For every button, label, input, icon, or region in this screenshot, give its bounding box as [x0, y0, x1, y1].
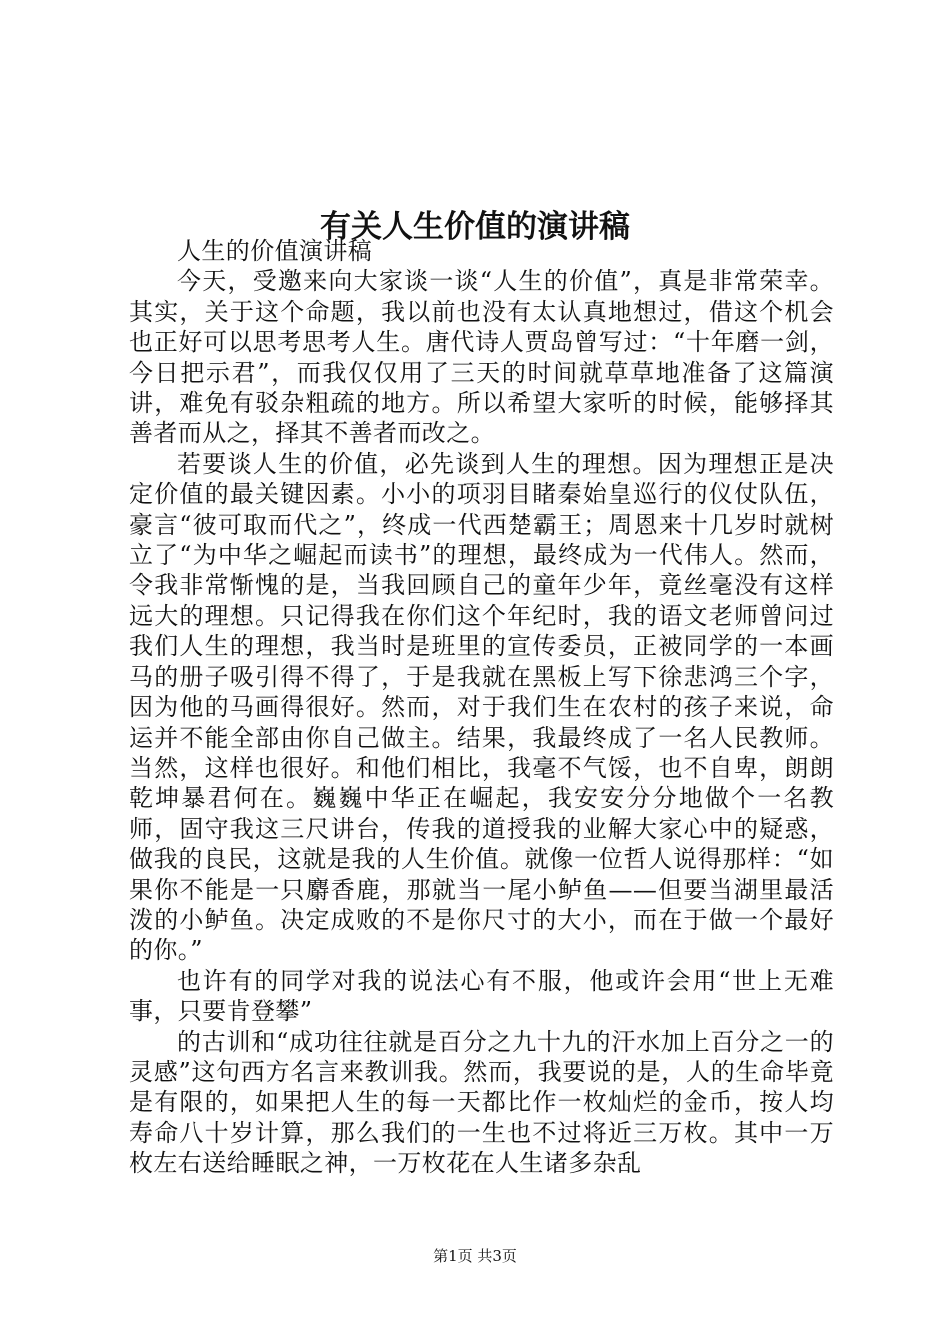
paragraph-intro: 今天，受邀来向大家谈一谈“人生的价值”，真是非常荣幸。其实，关于这个命题，我以前也没有太认真地想过，借这个机会也正好可以思考思考人生。唐代诗人贾岛曾写过：“十年磨一剑，今日把示君”，而我仅仅用了三天的时间就草草地准备了这篇演讲，难免有驳杂粗疏的地方。所以希望大家听的时候，能够择其善者而从之，择其不善者而改之。 [129, 267, 834, 448]
document-body [129, 236, 834, 1179]
paragraph-response: 的古训和“成功往往就是百分之九十九的汗水加上百分之一的灵感”这句西方名言来教训我。然而，我要说的是，人的生命毕竟是有限的，如果把人生的每一天都比作一枚灿烂的金币，按人均寿命八十岁计算，那么我们的一生也不过将近三万枚。其中一万枚左右送给睡眠之神，一万枚花在人生诸多杂乱 [129, 1027, 834, 1178]
paragraph-objection: 也许有的同学对我的说法心有不服，他或许会用“世上无难事，只要肯登攀” [129, 966, 834, 1026]
paragraph-ideals: 若要谈人生的价值，必先谈到人生的理想。因为理想正是决定价值的最关键因素。小小的项羽目睹秦始皇巡行的仪仗队伍，豪言“彼可取而代之”，终成一代西楚霸王；周恩来十几岁时就树立了“为中华之崛起而读书”的理想，最终成为一代伟人。然而，令我非常惭愧的是，当我回顾自己的童年少年，竟丝毫没有这样远大的理想。只记得我在你们这个年纪时，我的语文老师曾问过我们人生的理想，我当时是班里的宣传委员，正被同学的一本画马的册子吸引得不得了，于是我就在黑板上写下徐悲鸿三个字，因为他的马画得很好。然而，对于我们生在农村的孩子来说，命运并不能全部由你自己做主。结果，我最终成了一名人民教师。当然，这样也很好。和他们相比，我毫不气馁，也不自卑，朗朗乾坤暴君何在。巍巍中华正在崛起，我安安分分地做个一名教师，固守我这三尺讲台，传我的道授我的业解大家心中的疑惑，做我的良民，这就是我的人生价值。就像一位哲人说得那样：“如果你不能是一只麝香鹿，那就当一尾小鲈鱼——但要当湖里最活泼的小鲈鱼。决定成败的不是你尺寸的大小，而在于做一个最好的你。” [129, 449, 834, 965]
document-title: 有关人生价值的演讲稿 [320, 208, 630, 245]
page-number-footer: 第1页 共3页 [433, 1247, 517, 1265]
paragraph-subtitle: 人生的价值演讲稿 [177, 237, 373, 265]
